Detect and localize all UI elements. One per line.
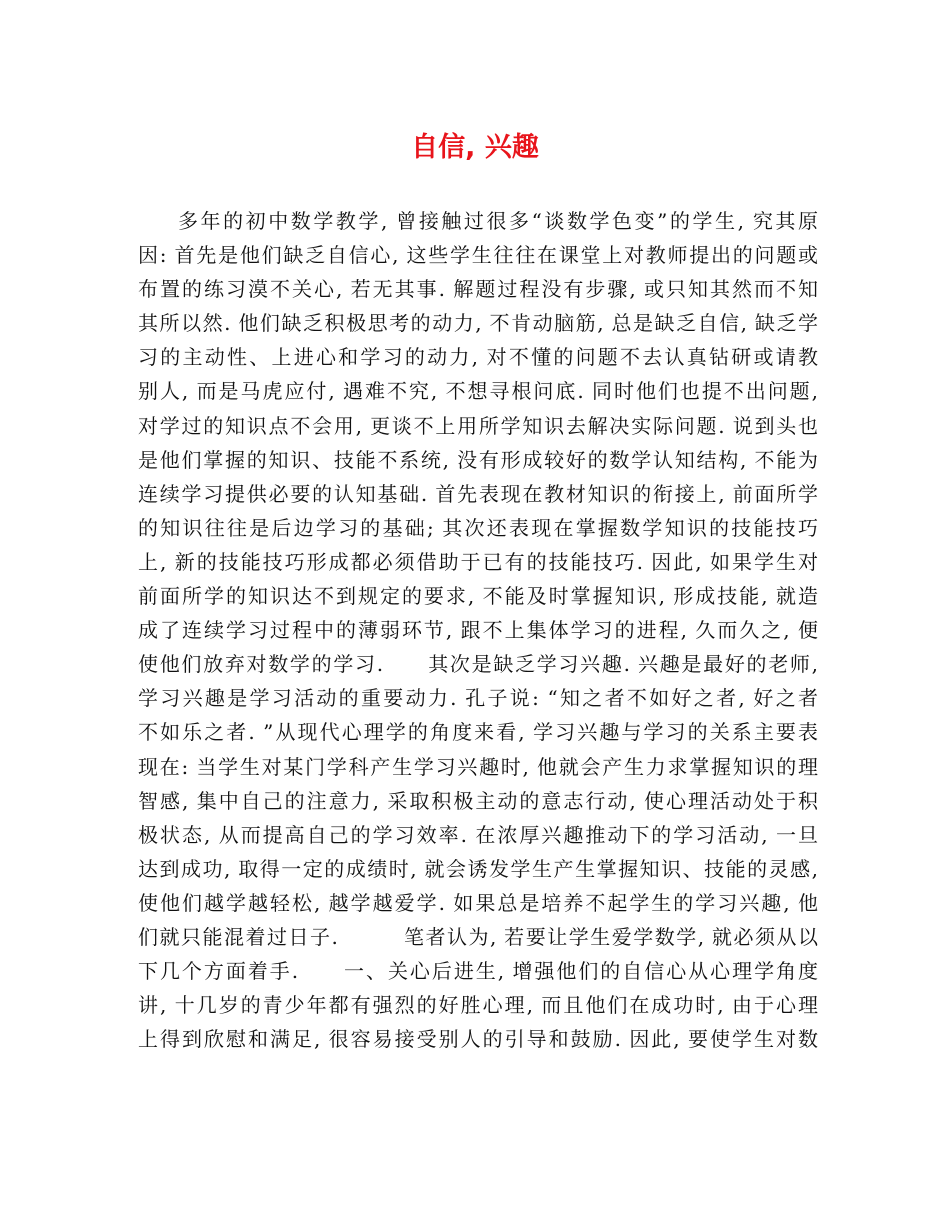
body-line: 是他们掌握的知识、技能不系统, 没有形成较好的数学认知结构, 不能为 (138, 447, 818, 472)
body-line: 别人, 而是马虎应付, 遇难不究, 不想寻根问底. 同时他们也提不出问题, (138, 379, 818, 404)
body-line: 学习兴趣是学习活动的重要动力. 孔子说: “知之者不如好之者, 好之者 (138, 686, 818, 711)
body-line: 们就只能混着过日子. 笔者认为, 若要让学生爱学数学, 就必须从以 (138, 924, 818, 949)
body-line: 的知识往往是后边学习的基础; 其次还表现在掌握数学知识的技能技巧 (138, 515, 818, 540)
body-line: 达到成功, 取得一定的成绩时, 就会诱发学生产生掌握知识、技能的灵感, (138, 856, 818, 881)
body-line: 不如乐之者. ”从现代心理学的角度来看, 学习兴趣与学习的关系主要表 (138, 720, 818, 745)
body-line: 使他们越学越轻松, 越学越爱学. 如果总是培养不起学生的学习兴趣, 他 (138, 890, 818, 915)
body-line: 连续学习提供必要的认知基础. 首先表现在教材知识的衔接上, 前面所学 (138, 481, 818, 506)
body-line: 习的主动性、上进心和学习的动力, 对不懂的问题不去认真钻研或请教 (138, 345, 818, 370)
body-line: 其所以然. 他们缺乏积极思考的动力, 不肯动脑筋, 总是缺乏自信, 缺乏学 (138, 311, 818, 336)
body-line: 布置的练习漠不关心, 若无其事. 解题过程没有步骤, 或只知其然而不知 (138, 277, 818, 302)
document-body (138, 204, 818, 1056)
body-line: 成了连续学习过程中的薄弱环节, 跟不上集体学习的进程, 久而久之, 便 (138, 618, 818, 643)
body-line: 智感, 集中自己的注意力, 采取积极主动的意志行动, 使心理活动处于积 (138, 788, 818, 813)
document-title: 自信, 兴趣 (411, 132, 539, 163)
body-line: 使他们放弃对数学的学习. 其次是缺乏学习兴趣. 兴趣是最好的老师, (138, 652, 818, 677)
body-line: 现在: 当学生对某门学科产生学习兴趣时, 他就会产生力求掌握知识的理 (138, 754, 818, 779)
body-line: 极状态, 从而提高自己的学习效率. 在浓厚兴趣推动下的学习活动, 一旦 (138, 822, 818, 847)
body-line: 前面所学的知识达不到规定的要求, 不能及时掌握知识, 形成技能, 就造 (138, 584, 818, 609)
body-line: 对学过的知识点不会用, 更谈不上用所学知识去解决实际问题. 说到头也 (138, 413, 818, 438)
body-line: 讲, 十几岁的青少年都有强烈的好胜心理, 而且他们在成功时, 由于心理 (138, 993, 818, 1018)
body-line: 下几个方面着手. 一、关心后进生, 增强他们的自信心从心理学角度 (138, 959, 818, 984)
body-line: 上得到欣慰和满足, 很容易接受别人的引导和鼓励. 因此, 要使学生对数 (138, 1027, 818, 1052)
body-line: 多年的初中数学教学, 曾接触过很多“谈数学色变”的学生, 究其原 (178, 209, 818, 233)
body-line: 上, 新的技能技巧形成都必须借助于已有的技能技巧. 因此, 如果学生对 (138, 549, 818, 574)
body-line: 因: 首先是他们缺乏自信心, 这些学生往往在课堂上对教师提出的问题或 (138, 243, 818, 268)
